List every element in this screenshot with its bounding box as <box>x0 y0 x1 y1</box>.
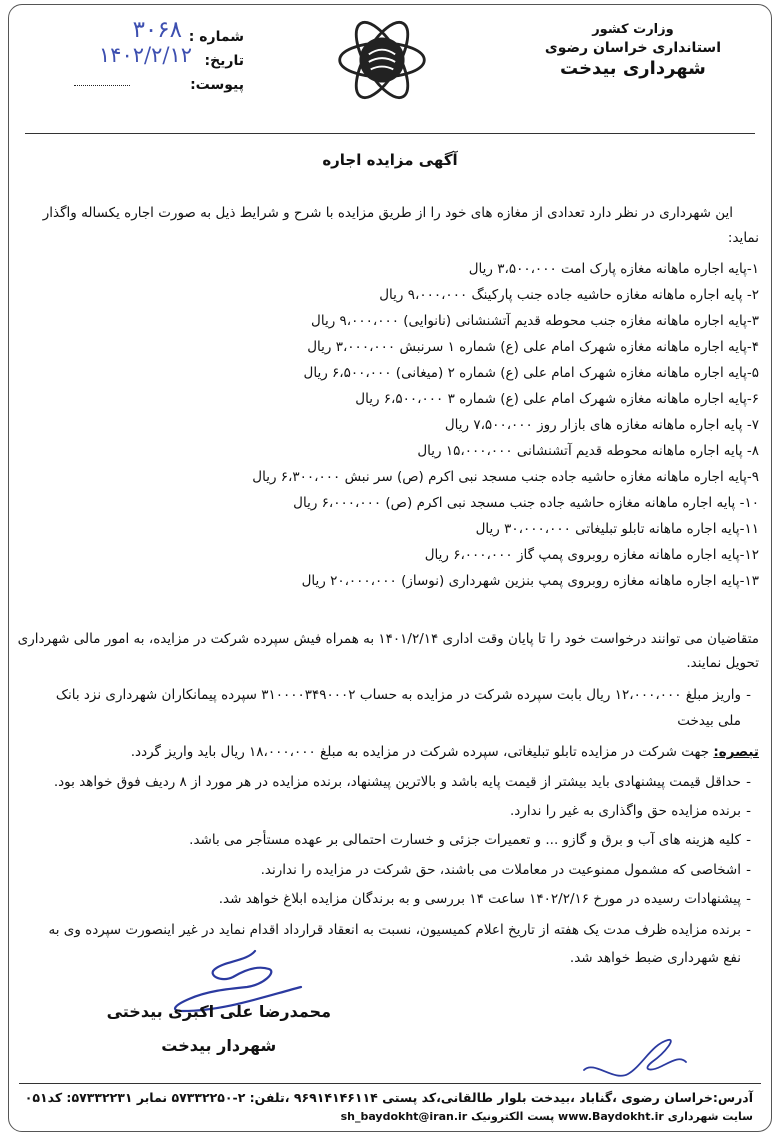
deposit-line: - واریز مبلغ ۱۲،۰۰۰،۰۰۰ ریال بابت سپرده شرکت در مزایده به حساب ۳۱۰۰۰۰۳۴۹۰۰۰۲ سپرده پیمانکاران شهرداری نزد بانک <box>56 685 741 705</box>
deposit-line: ملی بیدخت <box>677 713 741 729</box>
number-label: شماره : <box>188 29 244 45</box>
date-label: تاریخ: <box>204 53 244 69</box>
attachment-label: پیوست: <box>190 77 244 93</box>
ministry-name: وزارت کشور <box>592 22 674 37</box>
governorate-name: استانداری خراسان رضوی <box>544 39 721 56</box>
final-line: - برنده مزایده ظرف مدت یک هفته از تاریخ اعلام کمیسیون، نسبت به انعقاد قرارداد اقدام نماید در غیر اینصورت سپرده وی به <box>49 920 742 940</box>
attachment-dotted-line <box>74 85 130 86</box>
list-item: ۹-پایه اجاره ماهانه مغازه حاشیه جاده جنب مسجد نبی اکرم (ص) سر نبش ۶،۳۰۰،۰۰۰ ریال <box>252 469 759 485</box>
final-line: نفع شهرداری ضبط خواهد شد. <box>569 950 741 966</box>
condition-item: - حداقل قیمت پیشنهادی باید بیشتر از قیمت پایه باشد و بالاترین پیشنهاد، برنده مزایده در هر مورد از ۸ ردیف فوق خواهد بود. <box>54 772 741 792</box>
list-item: ۱۱-پایه اجاره ماهانه تابلو تبلیغاتی ۳۰،۰۰۰،۰۰۰ ریال <box>475 521 759 537</box>
note-text: جهت شرکت در مزایده تابلو تبلیغاتی، سپرده شرکت در مزایده به مبلغ ۱۸،۰۰۰،۰۰۰ ریال باید واریز گردد. <box>130 744 714 760</box>
list-item: ۳-پایه اجاره ماهانه مغازه جنب محوطه قدیم آتشنشانی (نانوایی) ۹،۰۰۰،۰۰۰ ریال <box>311 313 759 329</box>
document-title: آگهی مزایده اجاره <box>322 151 458 169</box>
list-item: ۷- پایه اجاره ماهانه مغازه های بازار روز ۷،۵۰۰،۰۰۰ ریال <box>444 417 759 433</box>
list-item: ۲- پایه اجاره ماهانه مغازه حاشیه جاده جنب پارکینگ ۹،۰۰۰،۰۰۰ ریال <box>379 287 759 303</box>
footer-address: آدرس:خراسان رضوی ،گناباد ،بیدخت بلوار طالقانی،کد پستی ۹۶۹۱۴۱۴۶۱۱۴ ،تلفن: ۲-۵۷۳۳۲۲۵۰ نمابر ۵۷۳۳۲۲۳۱: کد۰۵۱ <box>24 1090 753 1105</box>
document-page <box>8 4 772 1132</box>
condition-item: - اشخاصی که مشمول ممنوعیت در معاملات می باشند، حق شرکت در مزایده را ندارند. <box>261 860 741 880</box>
list-item: ۱۳-پایه اجاره ماهانه مغازه روبروی پمپ بنزین شهرداری (نوساز) ۲۰،۰۰۰،۰۰۰ ریال <box>301 573 759 589</box>
letter-number: ۳۰۶۸ <box>132 17 182 43</box>
signer-name: محمدرضا علی اکبری بیدختی <box>106 1002 331 1021</box>
list-item: ۱۲-پایه اجاره ماهانه مغازه روبروی پمپ گاز ۶،۰۰۰،۰۰۰ ریال <box>424 547 759 563</box>
municipality-logo-icon <box>335 13 429 107</box>
condition-item: - پیشنهادات رسیده در مورخ ۱۴۰۲/۲/۱۶ ساعت ۱۴ بررسی و به برندگان مزایده ابلاغ خواهد شد. <box>219 889 741 909</box>
condition-item: - کلیه هزینه های آب و برق و گازو ... و تعمیرات جزئی و خسارت احتمالی بر عهده مستأجر می باشد. <box>189 830 741 850</box>
footer <box>19 1083 761 1123</box>
note-label: تبصره: <box>713 744 759 760</box>
list-item: ۱-پایه اجاره ماهانه مغازه پارک امت ۳،۵۰۰،۰۰۰ ریال <box>468 261 759 277</box>
applicants-line: تحویل نمایند. <box>686 655 759 671</box>
list-item: ۱۰- پایه اجاره ماهانه مغازه حاشیه جاده جنب مسجد نبی اکرم (ص) ۶،۰۰۰،۰۰۰ ریال <box>293 495 759 511</box>
list-item: ۵-پایه اجاره ماهانه مغازه شهرک امام علی (ع) شماره ۲ (میغانی) ۶،۵۰۰،۰۰۰ ریال <box>303 365 759 381</box>
letter-date: ۱۴۰۲/۲/۱۲ <box>98 43 192 67</box>
footer-web: سایت شهرداری www.Baydokht.ir پست الکترونیک sh_baydokht@iran.ir <box>340 1110 753 1123</box>
signer-block <box>107 995 331 1063</box>
list-item: ۸- پایه اجاره ماهانه محوطه قدیم آتشنشانی ۱۵،۰۰۰،۰۰۰ ریال <box>417 443 759 459</box>
municipality-name: شهرداری بیدخت <box>560 58 706 80</box>
letter-meta <box>74 17 244 99</box>
list-item: ۶-پایه اجاره ماهانه مغازه شهرک امام علی (ع) شماره ۳ ۶،۵۰۰،۰۰۰ ریال <box>355 391 759 407</box>
intro-line: این شهرداری در نظر دارد تعدادی از مغازه های خود را از طریق مزایده با شرح و شرایط ذیل به صورت اجاره یکساله واگذار <box>42 205 733 221</box>
applicants-line: متقاضیان می توانند درخواست خود را تا پایان وقت اداری ۱۴۰۱/۲/۱۴ به همراه فیش سپرده شرکت در مزایده، به امور مالی شهرداری <box>17 631 759 647</box>
intro-line: نماید: <box>727 230 759 246</box>
header-divider <box>25 133 755 134</box>
organization-block <box>545 21 721 82</box>
letterhead <box>9 5 771 130</box>
initial-signature-icon <box>574 1030 694 1090</box>
list-item: ۴-پایه اجاره ماهانه مغازه شهرک امام علی (ع) شماره ۱ سرنبش ۳،۰۰۰،۰۰۰ ریال <box>307 339 759 355</box>
signer-role: شهردار بیدخت <box>161 1036 277 1055</box>
condition-item: - برنده مزایده حق واگذاری به غیر را ندارد. <box>510 801 741 821</box>
